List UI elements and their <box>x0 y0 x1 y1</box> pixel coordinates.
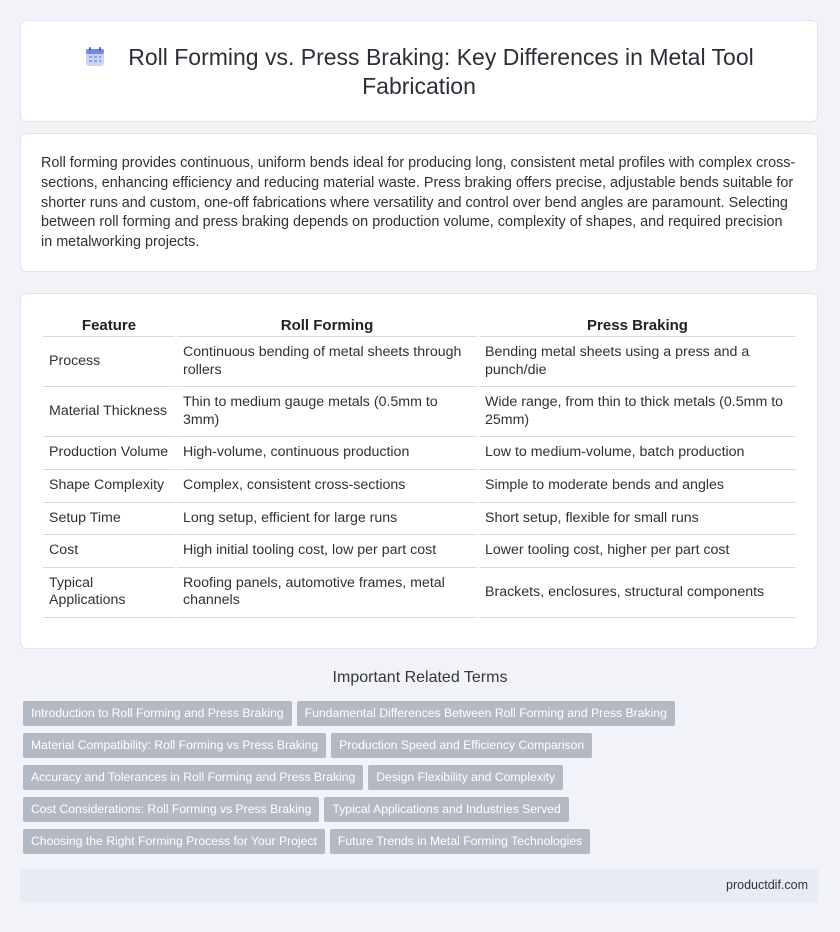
comparison-card <box>20 293 818 649</box>
table-row <box>43 337 796 387</box>
comparison-table <box>41 314 798 618</box>
intro-card <box>20 133 818 272</box>
cell-press-braking: Brackets, enclosures, structural components <box>479 568 796 618</box>
cell-press-braking: Wide range, from thin to thick metals (0.5mm to 25mm) <box>479 387 796 437</box>
cell-feature: Production Volume <box>43 437 175 470</box>
table-header-row <box>43 314 796 337</box>
related-term-tag[interactable]: Material Compatibility: Roll Forming vs Press Braking <box>23 733 326 758</box>
related-term-tag[interactable]: Production Speed and Efficiency Comparison <box>331 733 592 758</box>
cell-feature: Typical Applications <box>43 568 175 618</box>
cell-feature: Setup Time <box>43 503 175 536</box>
related-terms-title: Important Related Terms <box>332 669 508 686</box>
title-line-2: Fabrication <box>362 73 476 99</box>
cell-press-braking: Short setup, flexible for small runs <box>479 503 796 536</box>
table-row <box>43 387 796 437</box>
cell-feature: Shape Complexity <box>43 470 175 503</box>
header-feature: Feature <box>43 314 175 337</box>
title-card <box>20 20 818 122</box>
footer-site-link[interactable]: productdif.com <box>726 878 808 892</box>
related-term-tag[interactable]: Design Flexibility and Complexity <box>368 765 563 790</box>
table-row <box>43 437 796 470</box>
related-term-tag[interactable]: Introduction to Roll Forming and Press Braking <box>23 701 292 726</box>
calendar-icon <box>84 46 106 68</box>
table-row <box>43 503 796 536</box>
table-row <box>43 470 796 503</box>
title-line-1: Roll Forming vs. Press Braking: Key Differences in Metal Tool <box>128 44 754 70</box>
header-roll-forming: Roll Forming <box>177 314 477 337</box>
cell-roll-forming: Complex, consistent cross-sections <box>177 470 477 503</box>
related-terms-list <box>23 701 823 861</box>
related-term-tag[interactable]: Fundamental Differences Between Roll Forming and Press Braking <box>297 701 675 726</box>
table-row <box>43 535 796 568</box>
cell-press-braking: Lower tooling cost, higher per part cost <box>479 535 796 568</box>
cell-roll-forming: High-volume, continuous production <box>177 437 477 470</box>
cell-roll-forming: High initial tooling cost, low per part cost <box>177 535 477 568</box>
cell-feature: Process <box>43 337 175 387</box>
cell-roll-forming: Roofing panels, automotive frames, metal channels <box>177 568 477 618</box>
table-row <box>43 568 796 618</box>
cell-roll-forming: Long setup, efficient for large runs <box>177 503 477 536</box>
related-term-tag[interactable]: Typical Applications and Industries Served <box>324 797 568 822</box>
intro-paragraph: Roll forming provides continuous, uniform bends ideal for producing long, consistent metal profiles with complex cross-sections, enhancing efficiency and reducing material waste. Press braking offers precise, adjustable bends suitable for shorter runs and custom, one-off fabrications where versatility and control over bend angles are paramount. Selecting between roll forming and press braking depends on production volume, complexity of shapes, and required precision in metalworking projects. <box>41 155 796 251</box>
related-term-tag[interactable]: Choosing the Right Forming Process for Your Project <box>23 829 325 854</box>
related-term-tag[interactable]: Accuracy and Tolerances in Roll Forming and Press Braking <box>23 765 363 790</box>
cell-press-braking: Low to medium-volume, batch production <box>479 437 796 470</box>
related-term-tag[interactable]: Future Trends in Metal Forming Technologies <box>330 829 590 854</box>
header-press-braking: Press Braking <box>479 314 796 337</box>
related-term-tag[interactable]: Cost Considerations: Roll Forming vs Press Braking <box>23 797 319 822</box>
cell-press-braking: Bending metal sheets using a press and a punch/die <box>479 337 796 387</box>
cell-feature: Material Thickness <box>43 387 175 437</box>
cell-roll-forming: Continuous bending of metal sheets through rollers <box>177 337 477 387</box>
page-title <box>21 43 817 101</box>
footer <box>20 869 818 902</box>
cell-press-braking: Simple to moderate bends and angles <box>479 470 796 503</box>
cell-roll-forming: Thin to medium gauge metals (0.5mm to 3mm) <box>177 387 477 437</box>
cell-feature: Cost <box>43 535 175 568</box>
